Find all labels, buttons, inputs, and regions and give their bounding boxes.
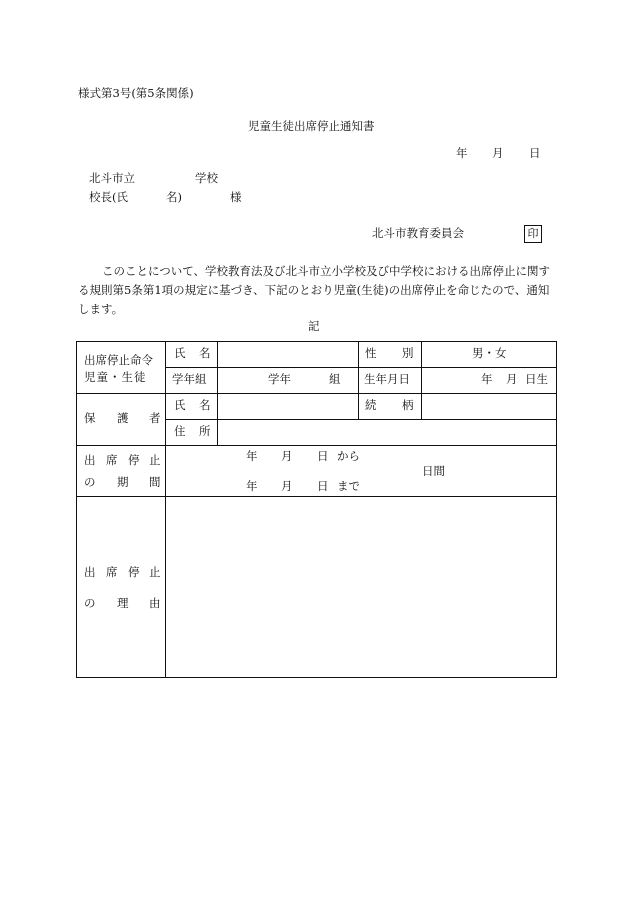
seal-mark: 印 — [524, 225, 542, 243]
student-label-line2: 児童・生徒 — [84, 370, 147, 384]
name-label-1: 氏 — [174, 346, 186, 360]
dob-label: 生年月日 — [364, 372, 410, 386]
date-year: 年 — [456, 146, 468, 160]
reason-label-1c: 停 — [128, 565, 140, 579]
document-title: 児童生徒出席停止通知書 — [248, 119, 375, 133]
period-label-1c: 停 — [128, 453, 140, 467]
reason-label-2c: 由 — [149, 596, 161, 610]
date-day: 日 — [529, 146, 541, 160]
relation-label-2: 柄 — [402, 398, 414, 412]
addressee-school: 学校 — [195, 171, 218, 185]
grade-class: 組 — [329, 372, 341, 386]
addressee-honorific: 様 — [230, 190, 242, 204]
sex-value: 男・女 — [472, 346, 507, 360]
guardian-name-label-1: 氏 — [174, 398, 186, 412]
body-paragraph: このことについて、学校教育法及び北斗市立小学校及び中学校における出席停止に関する規則第5条第1項の規定に基づき、下記のとおり児童(生徒)の出席停止を命じたので、通知します。 — [78, 264, 551, 316]
col-line — [421, 341, 422, 419]
reason-label-1b: 席 — [106, 565, 118, 579]
period-to-month: 月 — [281, 479, 293, 493]
guardian-label-3: 者 — [149, 411, 161, 425]
period-label-1a: 出 — [84, 453, 96, 467]
period-from-year: 年 — [246, 449, 258, 463]
student-label-line1: 出席停止命令 — [84, 353, 153, 367]
period-label-2c: 間 — [149, 475, 161, 489]
guardian-name-label-2: 名 — [199, 398, 211, 412]
addressee-city: 北斗市立 — [89, 171, 135, 185]
period-label-1b: 席 — [106, 453, 118, 467]
row-line — [166, 367, 557, 368]
row-line — [76, 393, 557, 394]
grade-year: 学年 — [268, 372, 291, 386]
col-line — [165, 341, 166, 678]
period-label-2b: 期 — [117, 475, 129, 489]
period-from-day: 日 — [317, 449, 329, 463]
address-label-2: 所 — [199, 424, 211, 438]
address-label-1: 住 — [174, 424, 186, 438]
period-label-1d: 止 — [149, 453, 161, 467]
row-line — [76, 496, 557, 497]
sex-label-1: 性 — [365, 346, 377, 360]
relation-label-1: 続 — [365, 398, 377, 412]
reason-label-2b: 理 — [117, 596, 129, 610]
name-label-2: 名 — [199, 346, 211, 360]
grade-label: 学年組 — [172, 372, 207, 386]
period-from: から — [337, 449, 360, 463]
reason-label-2a: の — [84, 596, 96, 610]
period-to-day: 日 — [317, 479, 329, 493]
period-to: まで — [337, 479, 360, 493]
dob-year: 年 — [481, 372, 493, 386]
period-from-month: 月 — [281, 449, 293, 463]
dob-day: 日生 — [525, 372, 548, 386]
dob-month: 月 — [506, 372, 518, 386]
date-month: 月 — [492, 146, 504, 160]
guardian-label-1: 保 — [84, 411, 96, 425]
period-to-year: 年 — [246, 479, 258, 493]
form-number: 様式第3号(第5条関係) — [78, 86, 194, 100]
reason-label-1d: 止 — [149, 565, 161, 579]
sender-name: 北斗市教育委員会 — [372, 226, 464, 240]
period-days: 日間 — [422, 464, 445, 478]
notice-table — [76, 341, 557, 678]
sex-label-2: 別 — [402, 346, 414, 360]
col-line — [358, 341, 359, 419]
addressee-principal: 校長(氏 — [89, 190, 128, 204]
row-line — [76, 445, 557, 446]
row-line — [166, 419, 557, 420]
col-line — [217, 341, 218, 445]
ki-mark: 記 — [308, 319, 320, 333]
reason-label-1a: 出 — [84, 565, 96, 579]
addressee-name-close: 名) — [166, 190, 182, 204]
period-label-2a: の — [84, 475, 96, 489]
guardian-label-2: 護 — [117, 411, 129, 425]
